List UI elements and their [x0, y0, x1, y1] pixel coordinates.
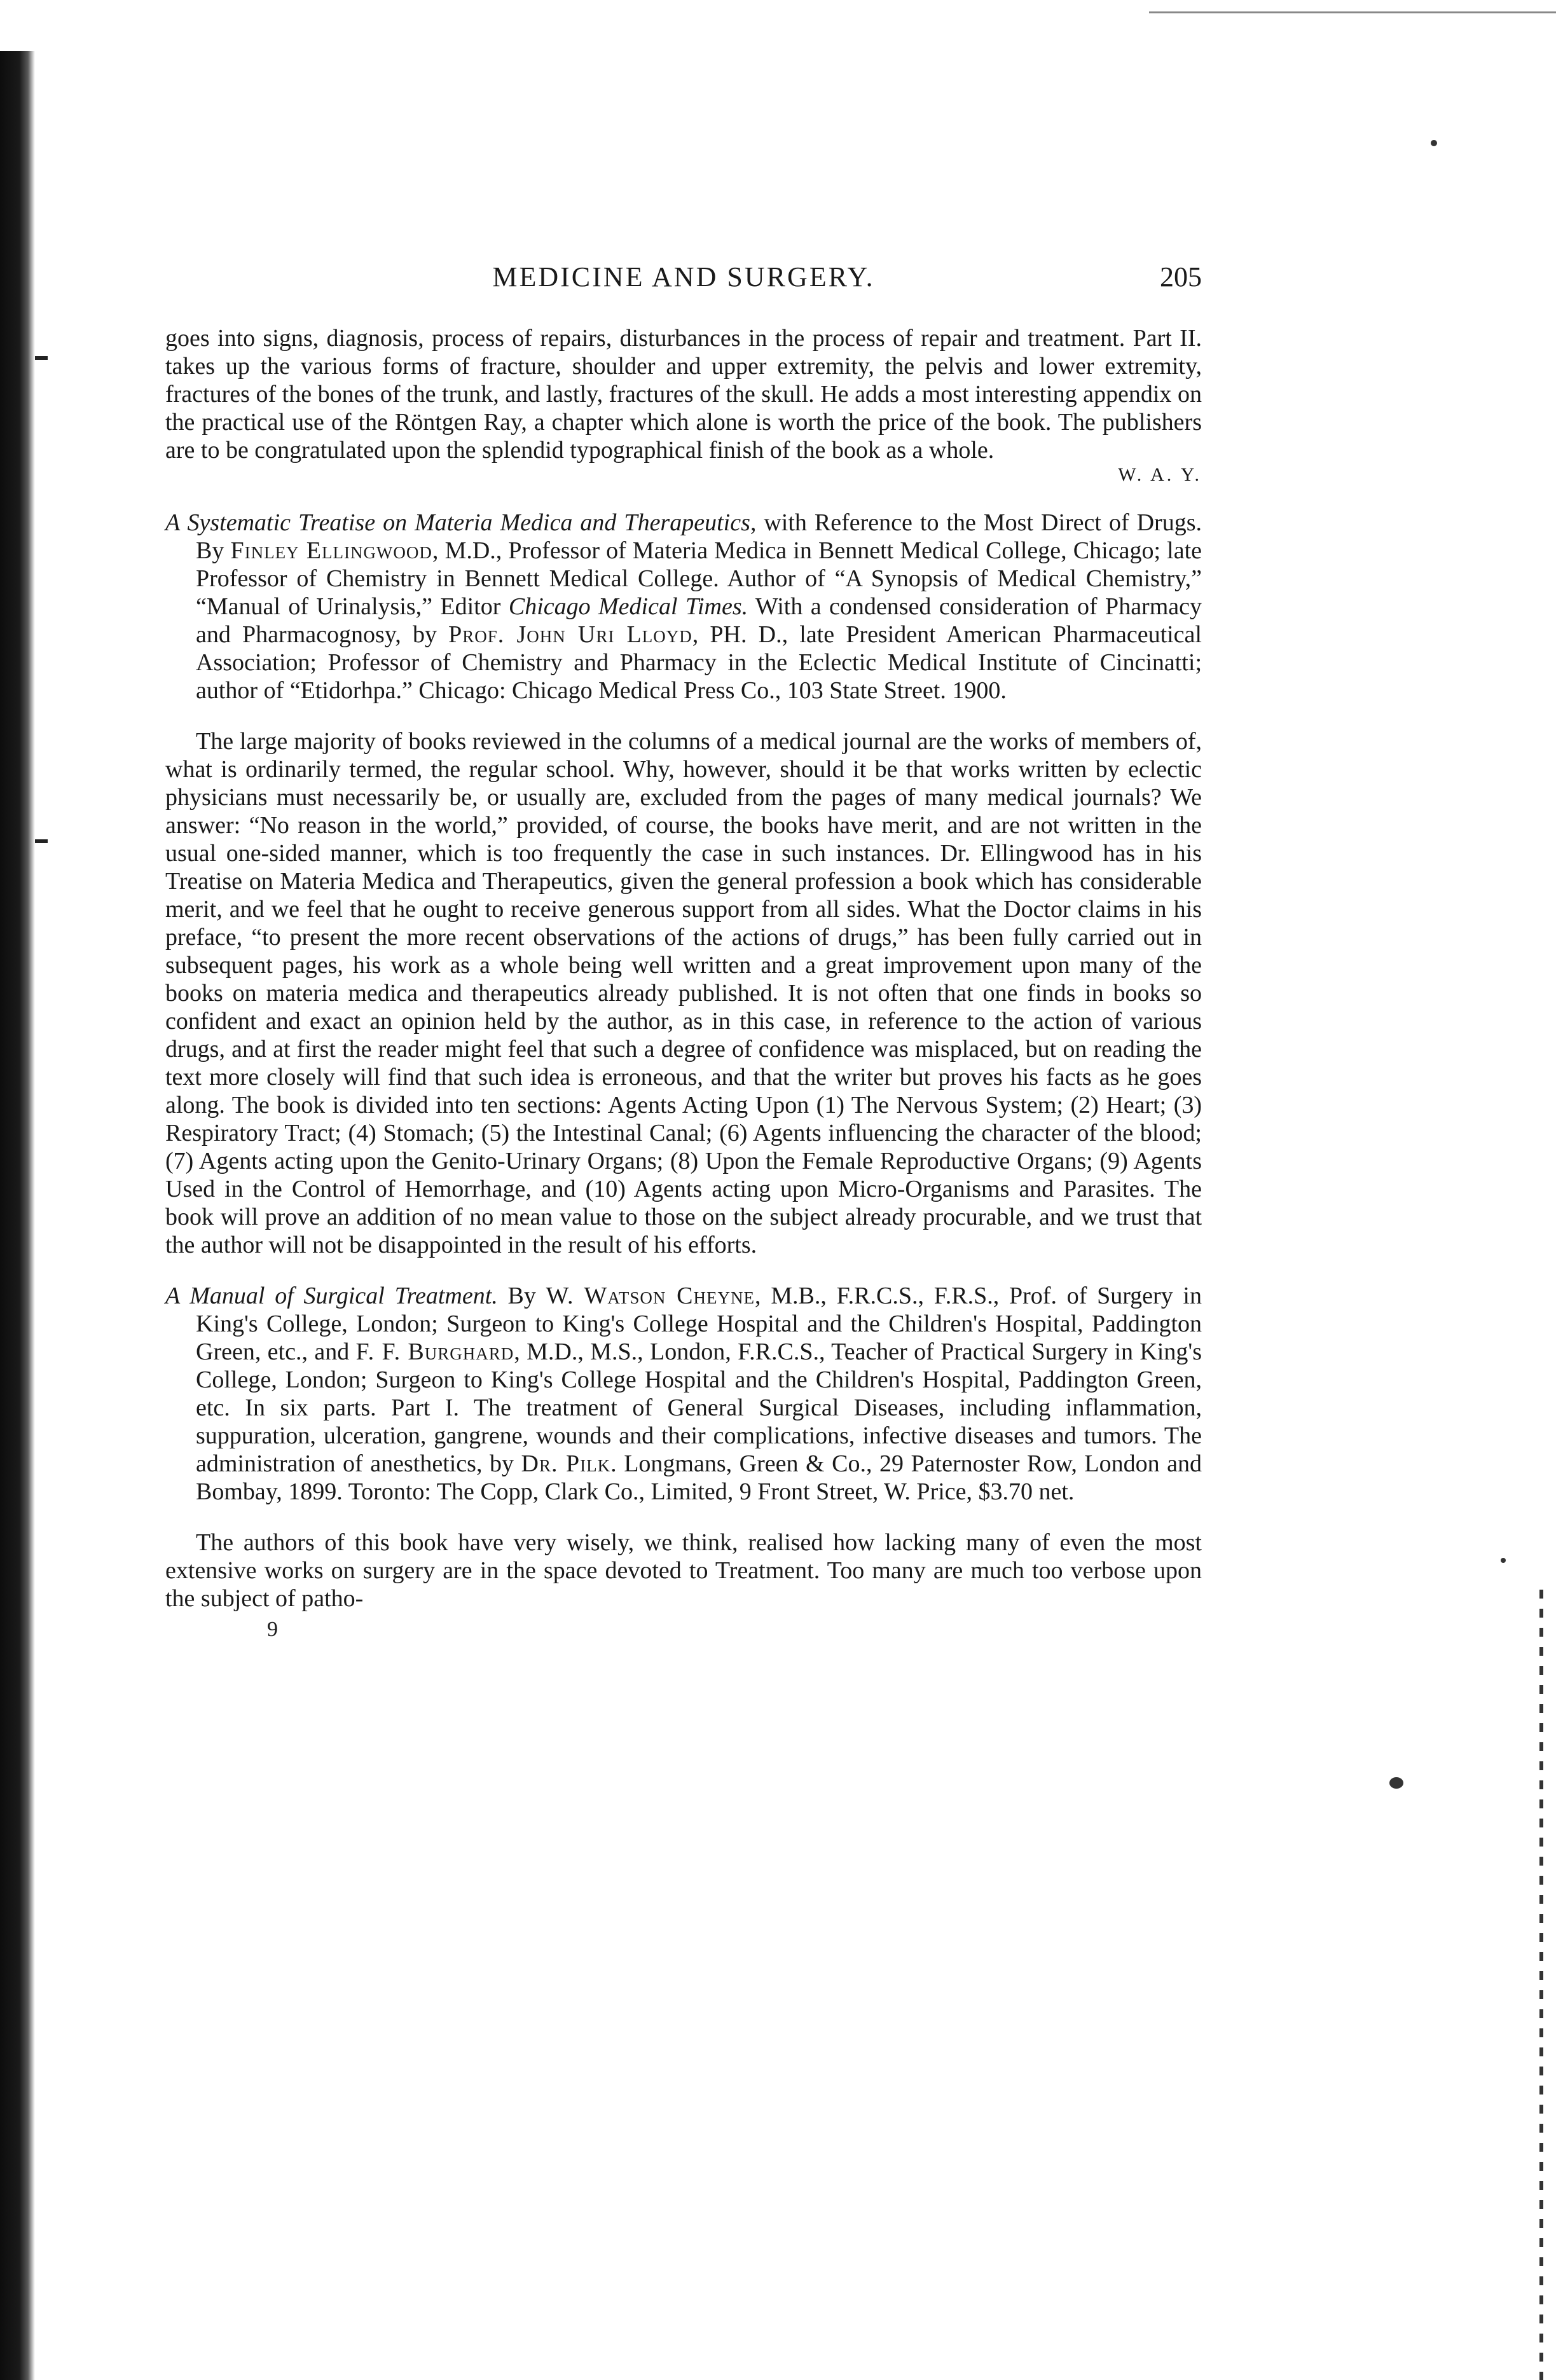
scan-spine-mark — [35, 356, 48, 360]
scan-speck — [1389, 1777, 1403, 1789]
book-title: A Systematic Treatise on Materia Medica and Therapeutics, — [165, 509, 757, 536]
scan-speck — [1431, 140, 1437, 146]
review-continuation-paragraph: goes into signs, diagnosis, process of repairs, disturbances in the process of repair and treatment. Part II. takes up the various forms of fracture, shoulder and upper extremity, the pelvis and lower extremity, fractures of the bones of the trunk, and lastly, fractures of the skull. He adds a most interesting appendix on the practical use of the Röntgen Ray, a chapter which alone is worth the price of the book. The publishers are to be congratulated upon the splendid typographical finish of the book as a whole. — [165, 325, 1202, 464]
running-head — [165, 254, 1202, 305]
running-title: MEDICINE AND SURGERY. — [492, 261, 875, 292]
review-entry-surgical-treatment — [165, 1282, 1202, 1506]
entry-text: , PH. D., late President American Pharmaceutical Association; Professor of Chemistry and Pharmacy in the Eclectic Medical Institute of Cincinatti; author of “Etidorhpa.” Chicago: Chicago Medical Press Co., 103 State Street. 1900. — [196, 621, 1202, 704]
author-name: W. Watson Cheyne — [546, 1283, 755, 1309]
scan-spine-mark — [35, 839, 48, 843]
entry-text: with Reference to the Most Direct of Drugs. By — [196, 509, 1202, 564]
author-name: Finley Ellingwood — [230, 537, 432, 564]
author-name: Dr. Pilk — [521, 1450, 611, 1477]
author-name: Prof. John Uri Lloyd — [448, 621, 692, 648]
signature-mark: 9 — [267, 1618, 278, 1641]
book-title: A Manual of Surgical Treatment. — [165, 1283, 498, 1309]
review-entry-materia-medica — [165, 509, 1202, 705]
entry-text: By — [497, 1283, 546, 1309]
entry-text: . Longmans, Green & Co., 29 Paternoster Row, London and Bombay, 1899. Toronto: The Copp, Clark Co., Limited, 9 Front Street, W. Price, $3.70 net. — [196, 1450, 1202, 1505]
book-page — [165, 254, 1202, 1642]
entry-text: , M.B., F.R.C.S., F.R.S., Prof. of Surgery in King's College, London; Surgeon to King's College Hospital and the Children's Hospital, Paddington Green, etc., and — [196, 1283, 1202, 1365]
entry-text: , M.D., M.S., London, F.R.C.S., Teacher of Practical Surgery in King's College, London; Surgeon to King's College Hospital and the Children's Hospital, Paddington Green, etc. In six parts. Part I. The treatment of General Surgical Diseases, including inflammation, suppuration, ulceration, gangrene, wounds and their complications, infective diseases and tumors. The administration of anesthetics, by — [196, 1338, 1202, 1477]
page-number: 205 — [1160, 261, 1202, 292]
journal-title: Chicago Medical Times. — [508, 593, 748, 620]
scan-spine-shadow — [0, 51, 35, 2380]
scan-speck — [1501, 1558, 1506, 1563]
reviewer-signature: W. A. Y. — [1118, 464, 1202, 485]
review-body-paragraph: The large majority of books reviewed in the columns of a medical journal are the works of members of, what is ordinarily termed, the regular school. Why, however, should it be that works written by eclectic physicians must necessarily be, or usually are, excluded from the pages of many medical journals? We answer: “No reason in the world,” provided, of course, the books have merit, and are not written in the usual one-sided manner, which is too frequently the case in such instances. Dr. Ellingwood has in his Treatise on Materia Medica and Therapeutics, given the general profession a book which has considerable merit, and we feel that he ought to receive generous support from all sides. What the Doctor claims in his preface, “to present the more recent observations of the actions of drugs,” has been fully carried out in subsequent pages, his work as a whole being well written and a great improvement upon many of the books on materia medica and therapeutics already published. It is not often that one finds in books so confident and exact an opinion held by the author, as in this case, in reference to the action of various drugs, and at first the reader might feel that such a degree of confidence was misplaced, but on reading the text more closely will find that such idea is erroneous, and that the writer but proves his facts as he goes along. The book is divided into ten sections: Agents Acting Upon (1) The Nervous System; (2) Heart; (3) Respiratory Tract; (4) Stomach; (5) the Intestinal Canal; (6) Agents influencing the character of the blood; (7) Agents acting upon the Genito-Urinary Organs; (8) Upon the Female Reproductive Organs; (9) Agents Used in the Control of Hemorrhage, and (10) Agents acting upon Micro-Organisms and Parasites. The book will prove an addition of no mean value to those on the subject already procurable, and we trust that the author will not be disappointed in the result of his efforts. — [165, 728, 1202, 1258]
entry-text: , M.D., Professor of Materia Medica in Bennett Medical College, Chicago; late Professor of Chemistry in Bennett Medical College. Author of “A Synopsis of Medical Chemistry,” “Manual of Urinalysis,” Editor — [196, 537, 1202, 620]
entry-text: With a condensed consideration of Pharmacy and Pharmacognosy, by — [196, 593, 1202, 648]
author-name: F. F. Burghard — [355, 1338, 514, 1365]
scan-top-rule — [1149, 11, 1556, 13]
scan-right-edge — [1539, 1590, 1543, 2380]
review-body-paragraph: The authors of this book have very wisely, we think, realised how lacking many of even the most extensive works on surgery are in the space devoted to Treatment. Too many are much too verbose upon the subject of patho- — [165, 1529, 1202, 1612]
